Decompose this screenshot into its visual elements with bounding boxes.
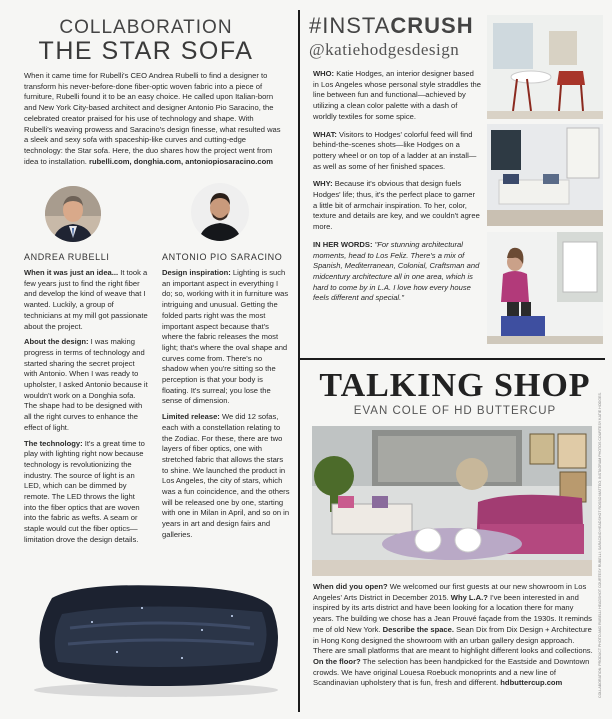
intro-paragraph: When it came time for Rubelli's CEO Andrea Rubelli to find a designer to transform his never-before-done fiber-optic woven fabric into a piece of furniture, Rubelli found it to be an easy choice. He called upon Italian-born and New York City-based architect and designer Antonio Pio Saracino, the celebrated creator praised for his use of technology and shape. With Rubelli's weaving prowess and Saracino's design finesse, what resulted was a sleek and sexy sofa with spaceship-like curves and cutting-edge technology: the Star sofa. Here, the duo shares how the project went from idea to installation. rubelli.com, donghia.com, antoniopiosaracino.com [24,71,281,166]
insta-paragraph: WHAT: Visitors to Hodges' colorful feed will find behind-the-scenes shots—like Hodges on a pottery wheel or on top of a ladder at an install—as well as some of her finished spaces. [313,129,477,171]
insta-photo-katie-hodges [487,232,603,344]
article-title: THE STAR SOFA [38,37,254,65]
andrea-rubelli-portrait [45,186,101,242]
person-a-name: ANDREA RUBELLI [24,252,110,262]
insta-paragraph: WHY: Because it's obvious that design fuels Hodges' life; thus, it's the perfect place to garner a little bit of armchair inspiration. To her, color, texture and details are key, and we couldn't agree more. [313,179,480,232]
talking-shop-subtitle: EVAN COLE OF HD BUTTERCUP [353,405,557,417]
shop-link: hdbuttercup.com [500,678,563,688]
interview-paragraph: Design inspiration: Lighting is such an important aspect in everything I do; so, working with it in furniture was intriguing and unusual. Getting the folded parts right was the most important aspect because that's where the fabric releases the most light; that's where the oval shape and curves come from. There's no shadow when you're sitting so the perception is that your body is floating. It's surreal; you lose the sense of dimension. [162,268,289,406]
section-kicker: COLLABORATION [59,17,233,38]
insta-quote: IN HER WORDS: "For stunning architectural moments, head to Los Feliz. There's a mix of Spanish, Mediterranean, Colonial, Craftsman and midcentury architecture all in one area, which is hard to come by in L.A. I love how every house feels different and special." [313,239,480,303]
insta-paragraph: WHO: Katie Hodges, an interior designer based in Los Angeles whose personal style straddles the line between fun and functional—achieved by utilizing a clean color palette with a dash of worldly textiles for some spice. [313,69,482,121]
interview-paragraph: About the design: I was making progress in terms of technology and started sharing the secret project with Antonio. When I was ready to upholster, I asked Antonio because it wouldn't work on a Donghia sofa. The shape had to be designed with all the right curves to enhance the effect of light. [24,337,148,432]
antonio-saracino-portrait [191,183,249,241]
interview-paragraph: The technology: It's a great time to play with lighting right now because technology is revolutionizing the industry. The source of light is an LED, which can be dimmed by remote. The LED throws the light into the fiber optics that are woven into the fabric as wefts. A seam or staple would cut the fiber optics—limitation drove the design details. [24,438,145,544]
insta-heading: #INSTACRUSH [309,13,474,38]
interview-paragraph: When it was just an idea... It took a few years just to find the right fiber and develop the kind of weave that I wanted. Luckily, a group of technicians at my mill got passionate about the project. [24,268,148,331]
instagram-handle: @katiehodgesdesign [309,40,460,59]
horizontal-divider [299,358,605,360]
insta-photo-dining [487,15,603,119]
insta-text-column [313,69,481,311]
saracino-interview-column [162,268,290,546]
showroom-photo [312,426,592,576]
source-links: rubelli.com, donghia.com, antoniopiosaracino.com [89,156,273,166]
person-b-name: ANTONIO PIO SARACINO [162,252,283,262]
vertical-divider [298,10,300,712]
interview-paragraph: Limited release: We did 12 sofas, each with a constellation relating to the Zodiac. For these, there are two layers of fiber optics, one with stretched fabric that allows the stars to shine. We launched the product in Los Angeles, the city of stars, which was a fun coincidence, and the others will be released one by one, starting with one in Milan in April, and so on in years in art and design fairs and galleries. [162,412,290,539]
talking-shop-title: TALKING SHOP [319,367,591,404]
star-sofa-photo [22,578,290,700]
insta-photo-living [487,124,603,226]
photo-credit: COLLABORATION: PRODUCT PHOTO AND RUBELLI HEADSHOT COURTESY RUBELLI; SARACINO HEADSHOT ROSSO MATTEO; INSTAGRAM PHOTOS COURTESY KATIE HODGES. [598,392,602,698]
rubelli-interview-column [24,268,149,551]
talking-shop-text: When did you open? We welcomed our first guests at our new showroom in Los Angeles' Arts District in December 2015. Why L.A.? I've been interested in and inspired by its arts district and have been looking for a location there for many years. The building we chose has a Jean Prouvé façade from the 1930s. It reminds me of old New York. Describe the space. Sean Dix from Dix Design + Architecture in Hong Kong designed the showroom with an urban gallery design approach. There are small platforms that are meant to highlight different looks and collections. On the floor? The selection has been handpicked for the Eastside and Downtown crowds. We have original Louesa Roebuck monoprints and a new line of Scandinavian upholstery that is fun, fresh and different. hdbuttercup.com [313,582,593,688]
